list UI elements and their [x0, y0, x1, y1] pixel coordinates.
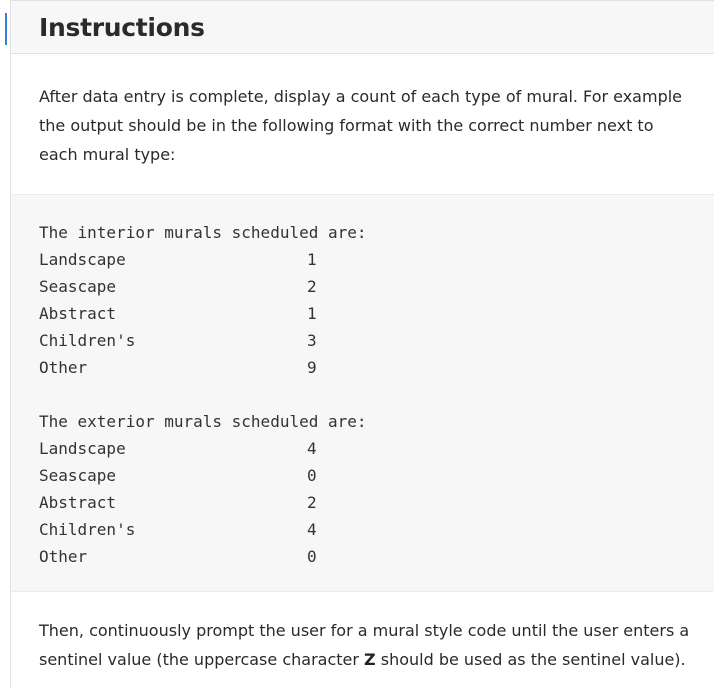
interior-row [39, 273, 714, 300]
exterior-count: 2 [307, 493, 317, 512]
interior-label: Seascape [39, 277, 117, 296]
exterior-label: Children's [39, 520, 136, 539]
interior-count: 1 [307, 304, 317, 323]
exterior-table [39, 435, 714, 570]
exterior-label: Abstract [39, 493, 117, 512]
interior-heading: The interior murals scheduled are: [39, 223, 367, 242]
exterior-count: 0 [307, 466, 317, 485]
interior-row [39, 327, 714, 354]
closing-text-after: should be used as the sentinel value). [375, 650, 686, 669]
exterior-heading: The exterior murals scheduled are: [39, 412, 367, 431]
closing-text-before: Then, continuously prompt the user for a mural style code until the user enters a sentinel value (the uppercase character [39, 621, 690, 669]
interior-label: Abstract [39, 304, 117, 323]
closing-section [11, 592, 714, 674]
interior-count: 3 [307, 331, 317, 350]
interior-row [39, 300, 714, 327]
interior-table [39, 246, 714, 381]
exterior-label: Other [39, 547, 88, 566]
sample-output-code-block [11, 195, 714, 592]
exterior-row [39, 543, 714, 570]
interior-label: Other [39, 358, 88, 377]
exterior-row [39, 516, 714, 543]
exterior-count: 0 [307, 547, 317, 566]
exterior-row [39, 462, 714, 489]
exterior-count: 4 [307, 439, 317, 458]
intro-section [11, 54, 714, 195]
intro-paragraph: After data entry is complete, display a count of each type of mural. For example the output should be in the following format with the correct number next to each mural type: [39, 87, 683, 164]
exterior-row [39, 435, 714, 462]
exterior-count: 4 [307, 520, 317, 539]
interior-count: 2 [307, 277, 317, 296]
interior-row [39, 354, 714, 381]
interior-count: 9 [307, 358, 317, 377]
interior-label: Children's [39, 331, 136, 350]
sentinel-character: Z [364, 650, 376, 669]
exterior-label: Landscape [39, 439, 126, 458]
code-gap [39, 381, 714, 408]
interior-row [39, 246, 714, 273]
instructions-panel [10, 0, 714, 689]
exterior-label: Seascape [39, 466, 117, 485]
interior-label: Landscape [39, 250, 126, 269]
interior-count: 1 [307, 250, 317, 269]
left-accent-rule [0, 0, 10, 689]
page-title: Instructions [39, 12, 205, 42]
exterior-row [39, 489, 714, 516]
instructions-header [11, 0, 714, 54]
